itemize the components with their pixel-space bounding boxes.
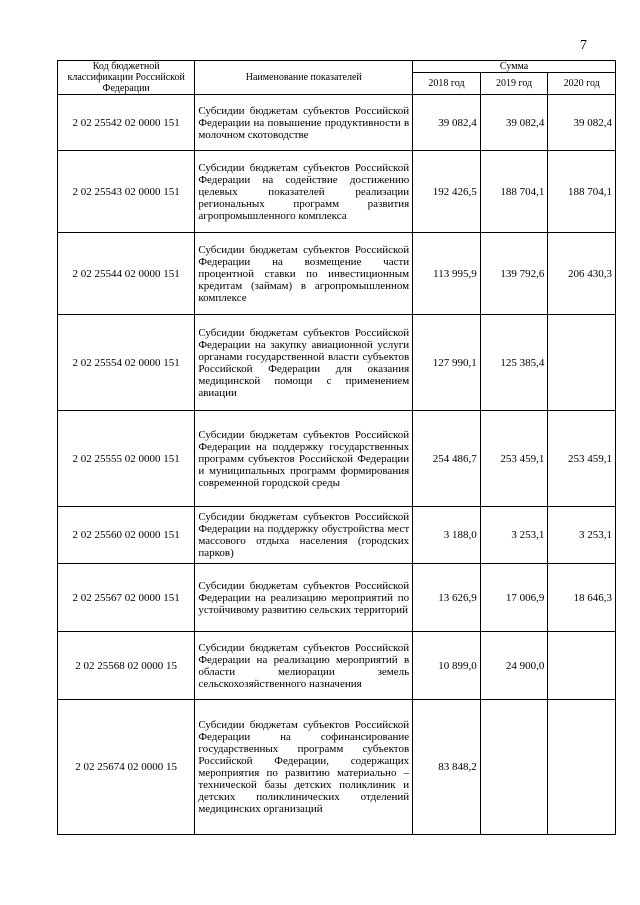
row-code: 2 02 25674 02 0000 15: [58, 700, 195, 835]
row-code: 2 02 25543 02 0000 151: [58, 151, 195, 233]
row-value-2019: 3 253,1: [480, 507, 548, 564]
row-value-2019: 125 385,4: [480, 315, 548, 411]
row-value-2019: 24 900,0: [480, 632, 548, 700]
header-name: Наименование показателей: [195, 61, 413, 95]
row-code: 2 02 25554 02 0000 151: [58, 315, 195, 411]
budget-table: [57, 60, 616, 835]
table-row: [58, 151, 616, 233]
header-sum: Сумма: [413, 61, 616, 73]
row-value-2018: 127 990,1: [413, 315, 481, 411]
row-value-2020: 18 646,3: [548, 564, 616, 632]
header-year-2019: 2019 год: [480, 73, 548, 95]
row-code: 2 02 25568 02 0000 15: [58, 632, 195, 700]
row-value-2018: 113 995,9: [413, 233, 481, 315]
table-row: [58, 315, 616, 411]
row-code: 2 02 25560 02 0000 151: [58, 507, 195, 564]
row-value-2020: 253 459,1: [548, 411, 616, 507]
table-row: [58, 632, 616, 700]
row-name: Субсидии бюджетам субъектов Российской Федерации на реализацию мероприятий в области мелиорации земель сельскохозяйственного назначения: [195, 632, 413, 700]
row-name: Субсидии бюджетам субъектов Российской Федерации на поддержку государственных программ субъектов Российской Федерации и муниципальных программ формирования современной городской среды: [195, 411, 413, 507]
table-row: [58, 233, 616, 315]
row-value-2020: 188 704,1: [548, 151, 616, 233]
row-value-2018: 254 486,7: [413, 411, 481, 507]
row-code: 2 02 25555 02 0000 151: [58, 411, 195, 507]
table-row: [58, 700, 616, 835]
row-value-2019: 39 082,4: [480, 95, 548, 151]
header-year-2020: 2020 год: [548, 73, 616, 95]
table-row: [58, 564, 616, 632]
row-value-2019: 188 704,1: [480, 151, 548, 233]
row-value-2020: 39 082,4: [548, 95, 616, 151]
row-code: 2 02 25567 02 0000 151: [58, 564, 195, 632]
row-value-2018: 13 626,9: [413, 564, 481, 632]
row-name: Субсидии бюджетам субъектов Российской Федерации на повышение продуктивности в молочном скотоводстве: [195, 95, 413, 151]
row-value-2018: 10 899,0: [413, 632, 481, 700]
row-name: Субсидии бюджетам субъектов Российской Федерации на поддержку обустройства мест массового отдыха населения (городских парков): [195, 507, 413, 564]
row-value-2019: 17 006,9: [480, 564, 548, 632]
row-name: Субсидии бюджетам субъектов Российской Федерации на содействие достижению целевых показателей реализации региональных программ развития агропромышленного комплекса: [195, 151, 413, 233]
header-code: Код бюджетной классификации Российской Федерации: [58, 61, 195, 95]
row-value-2018: 192 426,5: [413, 151, 481, 233]
row-value-2020: 3 253,1: [548, 507, 616, 564]
row-name: Субсидии бюджетам субъектов Российской Федерации на возмещение части процентной ставки по инвестиционным кредитам (займам) в агропромышленном комплексе: [195, 233, 413, 315]
row-code: 2 02 25544 02 0000 151: [58, 233, 195, 315]
table-row: [58, 95, 616, 151]
row-value-2018: 83 848,2: [413, 700, 481, 835]
row-name: Субсидии бюджетам субъектов Российской Федерации на закупку авиационной услуги органами государственной власти субъектов Российской Федерации для оказания медицинской помощи с применением авиации: [195, 315, 413, 411]
header-year-2018: 2018 год: [413, 73, 481, 95]
row-value-2018: 39 082,4: [413, 95, 481, 151]
row-name: Субсидии бюджетам субъектов Российской Федерации на реализацию мероприятий по устойчивому развитию сельских территорий: [195, 564, 413, 632]
row-value-2019: [480, 700, 548, 835]
row-value-2020: [548, 315, 616, 411]
row-name: Субсидии бюджетам субъектов Российской Федерации на софинансирование государственных программ субъектов Российской Федерации, содержащих мероприятия по развитию материально – технической базы детских поликлиник и детских поликлинических отделений медицинских организаций: [195, 700, 413, 835]
page-number: 7: [580, 38, 587, 53]
row-code: 2 02 25542 02 0000 151: [58, 95, 195, 151]
row-value-2020: [548, 700, 616, 835]
row-value-2020: 206 430,3: [548, 233, 616, 315]
row-value-2020: [548, 632, 616, 700]
table-row: [58, 507, 616, 564]
row-value-2019: 253 459,1: [480, 411, 548, 507]
table-row: [58, 411, 616, 507]
row-value-2019: 139 792,6: [480, 233, 548, 315]
row-value-2018: 3 188,0: [413, 507, 481, 564]
